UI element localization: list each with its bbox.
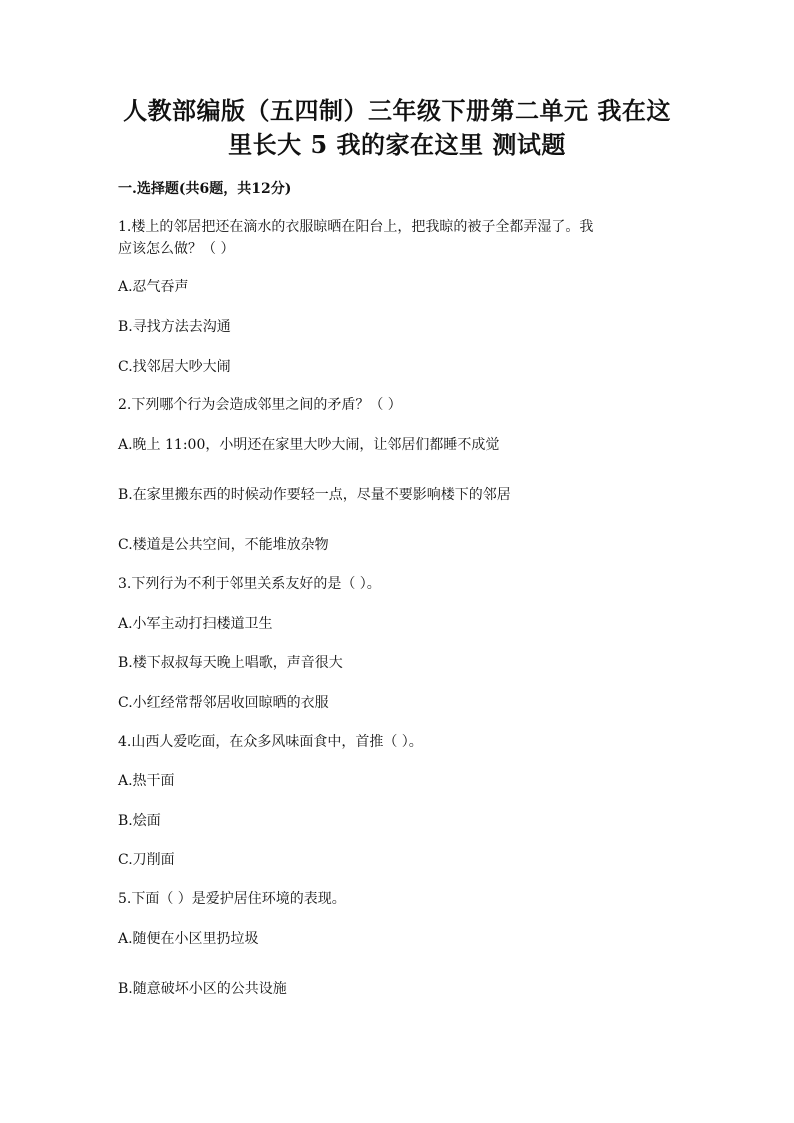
question-1-stem-line-2: 应该怎么做？（ ） (118, 241, 235, 257)
question-1-stem-line-1: 1.楼上的邻居把还在滴水的衣服晾晒在阳台上，把我晾的被子全都弄湿了。我 (118, 219, 594, 235)
question-3-option-a: A.小军主动打扫楼道卫生 (118, 616, 273, 632)
section-heading: 一.选择题(共6题，共12分) (118, 181, 292, 197)
question-2-option-c: C.楼道是公共空间，不能堆放杂物 (118, 537, 329, 553)
question-3-option-c: C.小红经常帮邻居收回晾晒的衣服 (118, 695, 329, 711)
question-1-option-b: B.寻找方法去沟通 (118, 319, 231, 335)
question-3-option-b: B.楼下叔叔每天晚上唱歌，声音很大 (118, 655, 343, 671)
question-4-option-b: B.烩面 (118, 813, 161, 829)
document-title (110, 94, 684, 162)
question-5-stem: 5.下面（ ）是爱护居住环境的表现。 (118, 891, 346, 907)
question-1-option-a: A.忍气吞声 (118, 279, 189, 295)
question-4-option-a: A.热干面 (118, 773, 175, 789)
title-line-2: 里长大 5 我的家在这里 测试题 (228, 130, 566, 159)
question-2-stem: 2.下列哪个行为会造成邻里之间的矛盾？（ ） (118, 397, 402, 413)
question-5-option-a: A.随便在小区里扔垃圾 (118, 931, 259, 947)
question-4-stem: 4.山西人爱吃面，在众多风味面食中，首推（ ）。 (118, 734, 423, 750)
question-4-option-c: C.刀削面 (118, 852, 175, 868)
question-3-stem: 3.下列行为不利于邻里关系友好的是（ ）。 (118, 576, 381, 592)
question-5-option-b: B.随意破坏小区的公共设施 (118, 981, 287, 997)
question-2-option-b: B.在家里搬东西的时候动作要轻一点，尽量不要影响楼下的邻居 (118, 487, 511, 503)
question-2-option-a: A.晚上 11:00，小明还在家里大吵大闹，让邻居们都睡不成觉 (118, 437, 500, 453)
title-line-1: 人教部编版（五四制）三年级下册第二单元 我在这 (123, 96, 671, 125)
question-1-option-c: C.找邻居大吵大闹 (118, 359, 231, 375)
